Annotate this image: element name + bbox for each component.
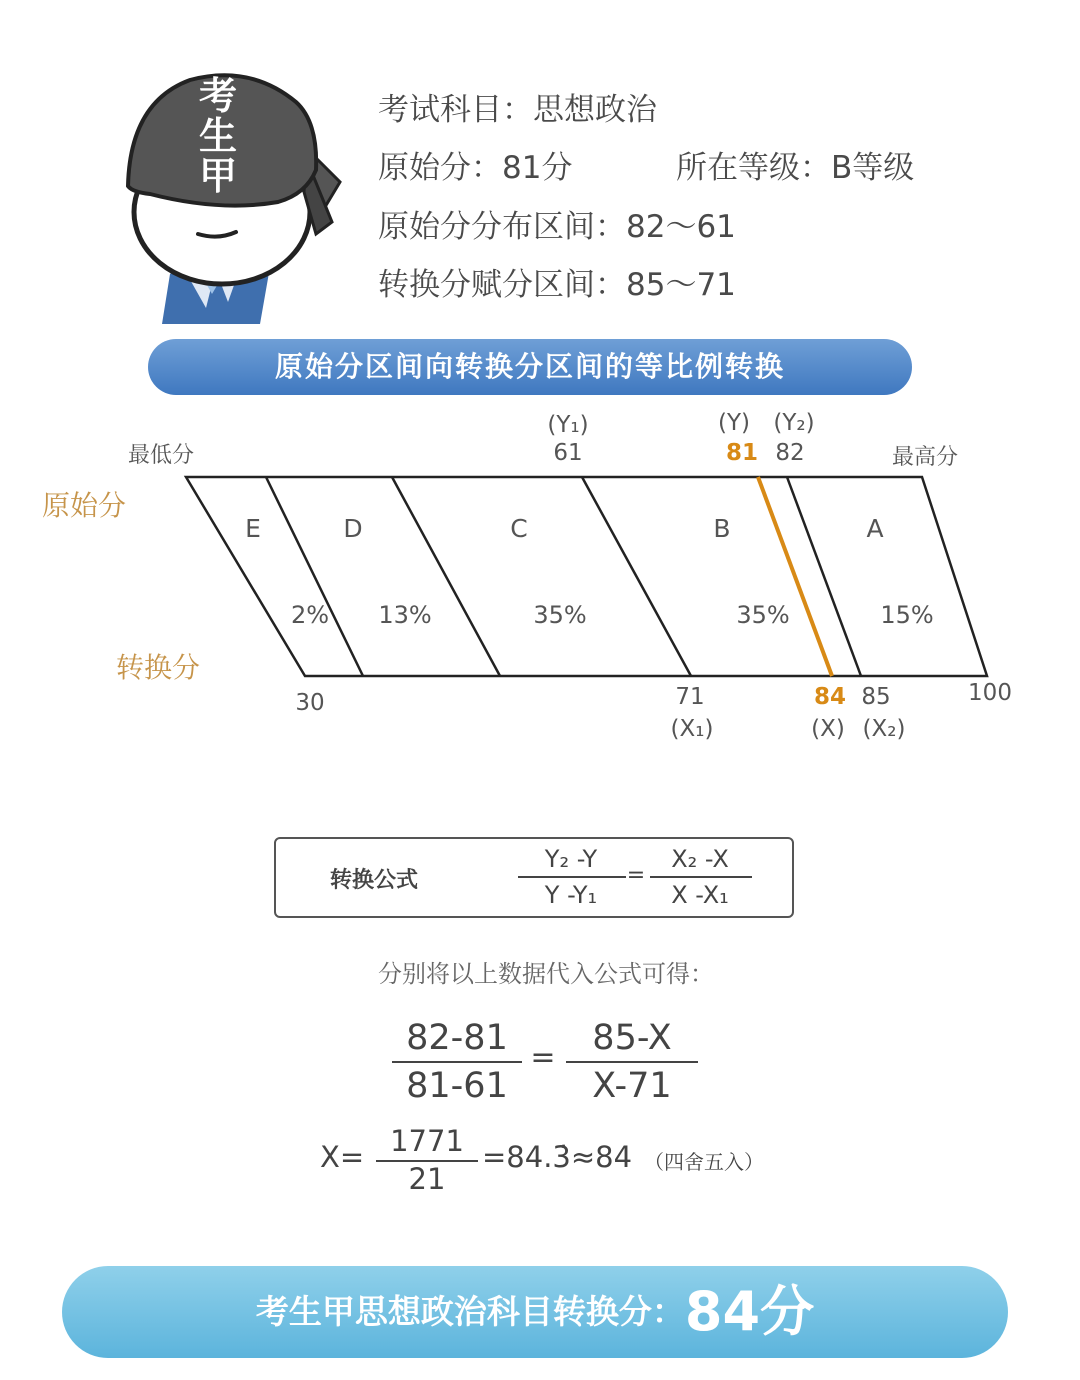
band-grade-b: B [713,514,731,543]
band-grade-a: A [866,514,884,543]
lowest-label: 最低分 [128,443,195,468]
y1-symbol: (Y₁) [547,412,589,438]
solution-denominator: 21 [408,1162,446,1196]
equation-lhs-fraction-bar [392,1061,522,1063]
y2-symbol: (Y₂) [773,410,815,436]
y2-value: 82 [775,440,805,466]
result-score: 84分 [684,1280,815,1343]
cap-char: 生 [198,114,237,158]
formula-lhs-fraction-bar [518,876,626,878]
result-bar [62,1266,1008,1358]
y-value: 81 [725,440,758,466]
solution-result: =84.3̇≈84 [482,1140,633,1174]
band-frame [186,477,987,676]
y1-value: 61 [553,440,583,466]
band-percent-a: 15% [880,601,934,629]
x2-symbol: (X₂) [862,716,906,742]
x1-symbol: (X₁) [670,716,714,742]
band-grade-d: D [343,514,363,543]
conversion-banner: 原始分区间向转换分区间的等比例转换 [148,339,912,395]
band-percent-b: 35% [736,601,790,629]
formula-label: 转换公式 [330,868,419,893]
solution-numerator: 1771 [390,1124,464,1158]
x-value: 84 [813,684,846,710]
converted-range-line: 转换分赋分区间：85～71 [378,267,736,303]
equation-rhs-fraction-bar [566,1061,698,1063]
raw-row-label: 原始分 [42,489,127,522]
solution-note: （四舍五入） [644,1150,764,1174]
subject-line: 考试科目：思想政治 [378,92,657,128]
grade-line: 所在等级：B等级 [676,150,915,186]
formula-lhs-denominator: Y -Y₁ [544,881,598,909]
highest-label: 最高分 [892,445,959,470]
band-grade-c: C [510,514,528,543]
raw-range-line: 原始分分布区间：82～61 [378,209,736,245]
min-value: 30 [295,690,325,716]
formula-lhs-numerator: Y₂ -Y [544,845,598,873]
raw-score-line: 原始分：81分 [378,150,573,186]
max-value: 100 [968,680,1012,706]
cap-char: 考 [198,74,237,118]
band-grade-e: E [245,514,261,543]
equation-rhs-numerator: 85-X [592,1018,672,1058]
substitute-note: 分别将以上数据代入公式可得： [378,960,714,988]
solution-prefix: X= [320,1140,365,1174]
cap-char: 甲 [198,154,237,198]
equation-lhs-denominator: 81-61 [406,1066,508,1106]
result-text: 考生甲思想政治科目转换分： [255,1292,685,1331]
x1-value: 71 [675,684,705,710]
equation-equals: = [530,1040,556,1075]
formula-rhs-denominator: X -X₁ [671,881,729,909]
formula-equals: = [626,863,646,888]
x2-value: 85 [861,684,891,710]
equation-lhs-numerator: 82-81 [406,1018,508,1058]
band-percent-c: 35% [533,601,587,629]
x-symbol: (X) [811,716,845,742]
converted-row-label: 转换分 [116,651,201,684]
y-symbol: (Y) [718,410,750,436]
formula-rhs-numerator: X₂ -X [671,845,729,873]
formula-box [274,837,794,918]
equation-rhs-denominator: X-71 [592,1066,672,1106]
band-percent-e: 2% [290,601,330,629]
band-percent-d: 13% [378,601,432,629]
formula-rhs-fraction-bar [650,876,752,878]
